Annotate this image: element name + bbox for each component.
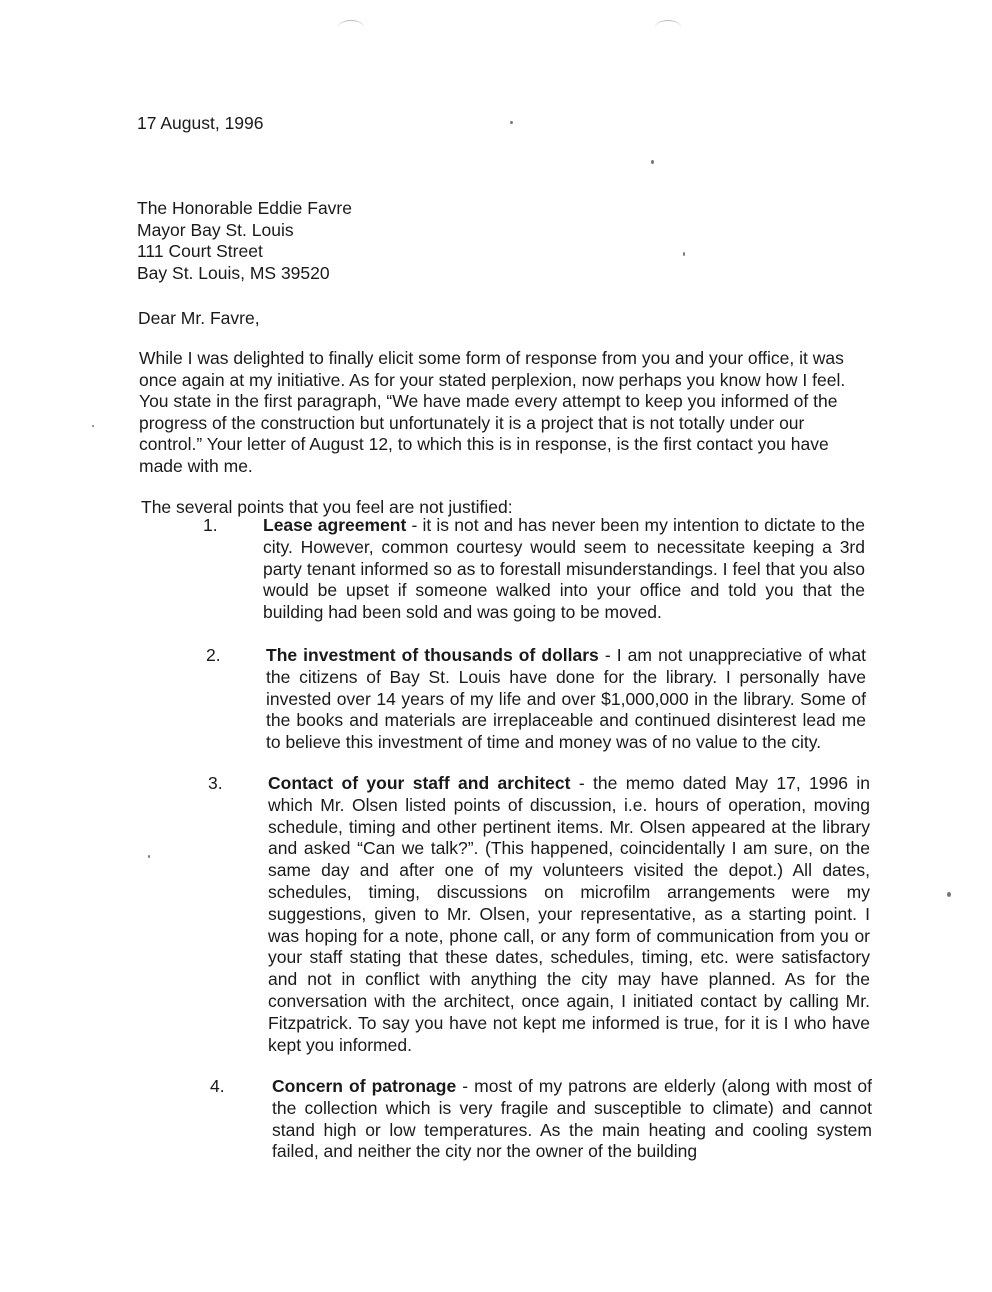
point-number: 1. [203, 515, 218, 535]
point-number: 4. [210, 1076, 225, 1096]
recipient-address [137, 198, 352, 284]
point-item-patronage [210, 1076, 873, 1163]
points-intro: The several points that you feel are not justified: [141, 497, 513, 517]
scan-artifact [655, 20, 681, 35]
point-heading: Lease agreement [263, 515, 407, 535]
scan-artifact [651, 160, 654, 164]
point-item-lease-agreement [203, 515, 865, 624]
address-line: 111 Court Street [137, 241, 263, 261]
scan-artifact [338, 20, 364, 35]
scan-artifact [510, 121, 513, 124]
scan-artifact [683, 252, 685, 256]
point-number: 3. [208, 773, 223, 793]
point-text: - most of my patrons are elderly (along with most of the collection which is very fragile and susceptible to climate) and cannot stand high or low temperatures. As the main heating and cooling system failed, and neither the city nor the owner of the building [272, 1076, 873, 1162]
point-heading: Contact of your staff and architect [268, 773, 571, 793]
address-line: Mayor Bay St. Louis [137, 219, 294, 240]
salutation: Dear Mr. Favre, [138, 308, 260, 328]
point-heading: Concern of patronage [272, 1076, 457, 1096]
point-number: 2. [206, 645, 221, 665]
scan-artifact [947, 892, 951, 897]
point-item-investment [206, 645, 867, 754]
scan-artifact [92, 425, 94, 427]
point-text: - I am not unappreciative of what the citizens of Bay St. Louis have done for the library. I personally have invested over 14 years of my life and over $1,000,000 in the library. Some of the books and materials are irreplaceable and continued disinterest lead me to believe this investment of time and money was of no value to the city. [266, 645, 867, 753]
point-text: - the memo dated May 17, 1996 in which Mr. Olsen listed points of discussion, i.e. hours of operation, moving schedule, timing and other pertinent items. Mr. Olsen appeared at the library and asked “Can we talk?”. (This happened, coincidentally I am sure, on the same day and after one of my volunteers visited the depot.) All dates, schedules, timing, discussions on microfilm arrangements were my suggestions, given to Mr. Olsen, your representative, as a starting point. I was hoping for a note, phone call, or any form of communication from you or your staff stating that these dates, schedules, timing, etc. were satisfactory and not in conflict with anything the city may have planned. As for the conversation with the architect, once again, I initiated contact by calling Mr. Fitzpatrick. To say you have not kept me informed is true, for it is I who have kept you informed. [268, 773, 870, 1055]
point-heading: The investment of thousands of dollars [266, 645, 599, 665]
address-line: The Honorable Eddie Favre [137, 198, 352, 218]
letter-date: 17 August, 1996 [137, 113, 264, 133]
scan-artifact [148, 855, 150, 858]
point-text: - it is not and has never been my intention to dictate to the city. However, common courtesy would seem to necessitate keeping a 3rd party tenant informed so as to forestall misunderstandings. I feel that you also would be upset if someone walked into your office and told you that the building had been sold and was going to be moved. [263, 515, 865, 623]
intro-paragraph: While I was delighted to finally elicit some form of response from you and your office, it was once again at my initiative. As for your stated perplexion, now perhaps you know how I feel. You state in the first paragraph, “We have made every attempt to keep you informed of the progress of the construction but unfortunately it is a project that is not totally under our control.” Your letter of August 12, to which this is in response, is the first contact you have made with me. [139, 348, 846, 476]
point-item-staff-contact [208, 773, 870, 1056]
address-line: Bay St. Louis, MS 39520 [137, 262, 330, 283]
